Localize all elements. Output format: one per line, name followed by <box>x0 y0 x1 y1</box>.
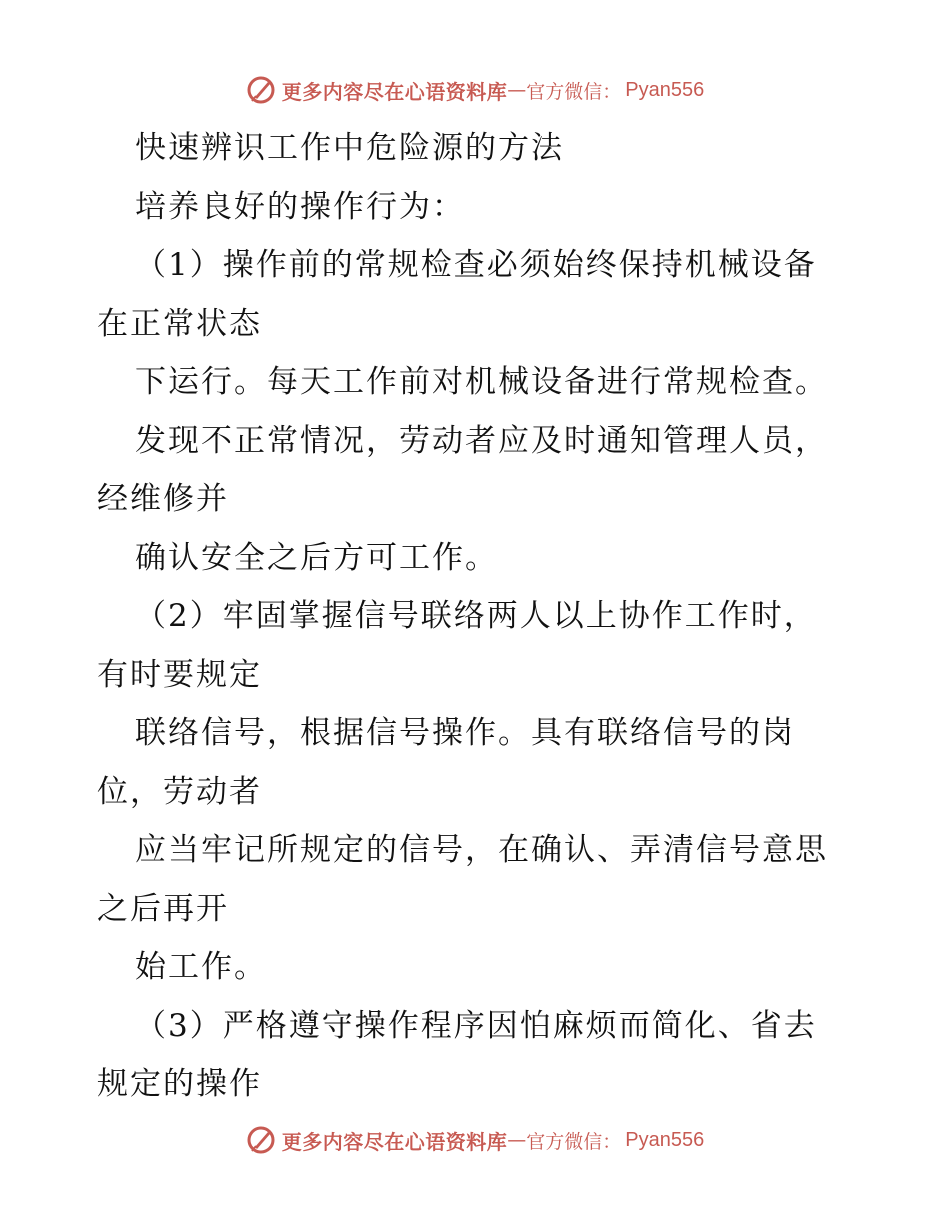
watermark-separator: — <box>507 1129 527 1151</box>
text-line: 始工作。 <box>135 949 267 985</box>
text-line: 应当牢记所规定的信号，在确认、弄清信号意思 <box>135 832 828 868</box>
watermark-wechat-label: 官方微信： <box>526 80 622 103</box>
text-line: 在正常状态 <box>97 305 262 342</box>
text-line: 发现不正常情况，劳动者应及时通知管理人员， <box>135 422 828 459</box>
footer-watermark <box>0 1122 950 1158</box>
watermark-wechat-id: Pyan556 <box>625 78 705 101</box>
text-line: 之后再开 <box>97 890 229 927</box>
quill-logo-icon <box>246 75 276 105</box>
watermark-separator: — <box>507 79 527 101</box>
watermark-brand: 更多内容尽在心语资料库 <box>281 1129 508 1154</box>
text-line: 经维修并 <box>97 481 229 517</box>
text-line: （3）严格遵守操作程序因怕麻烦而简化、省去 <box>135 1007 817 1044</box>
text-line: 位，劳动者 <box>97 773 262 810</box>
watermark-brand: 更多内容尽在心语资料库 <box>281 79 508 104</box>
text-line: 下运行。每天工作前对机械设备进行常规检查。 <box>135 364 828 400</box>
watermark-wechat-id: Pyan556 <box>625 1128 705 1151</box>
text-line: 规定的操作 <box>97 1066 262 1102</box>
text-line: 确认安全之后方可工作。 <box>135 539 498 576</box>
text-line: （2）牢固掌握信号联络两人以上协作工作时， <box>135 598 817 634</box>
watermark-wechat-label: 官方微信： <box>526 1130 622 1153</box>
text-line: 快速辨识工作中危险源的方法 <box>135 130 564 166</box>
document-body <box>97 119 857 1114</box>
text-line: 培养良好的操作行为： <box>135 188 465 225</box>
quill-logo-icon <box>246 1125 276 1155</box>
text-line: 有时要规定 <box>97 656 262 693</box>
header-watermark <box>0 72 950 108</box>
text-line: 联络信号，根据信号操作。具有联络信号的岗 <box>135 715 795 751</box>
text-line: （1）操作前的常规检查必须始终保持机械设备 <box>135 247 817 283</box>
